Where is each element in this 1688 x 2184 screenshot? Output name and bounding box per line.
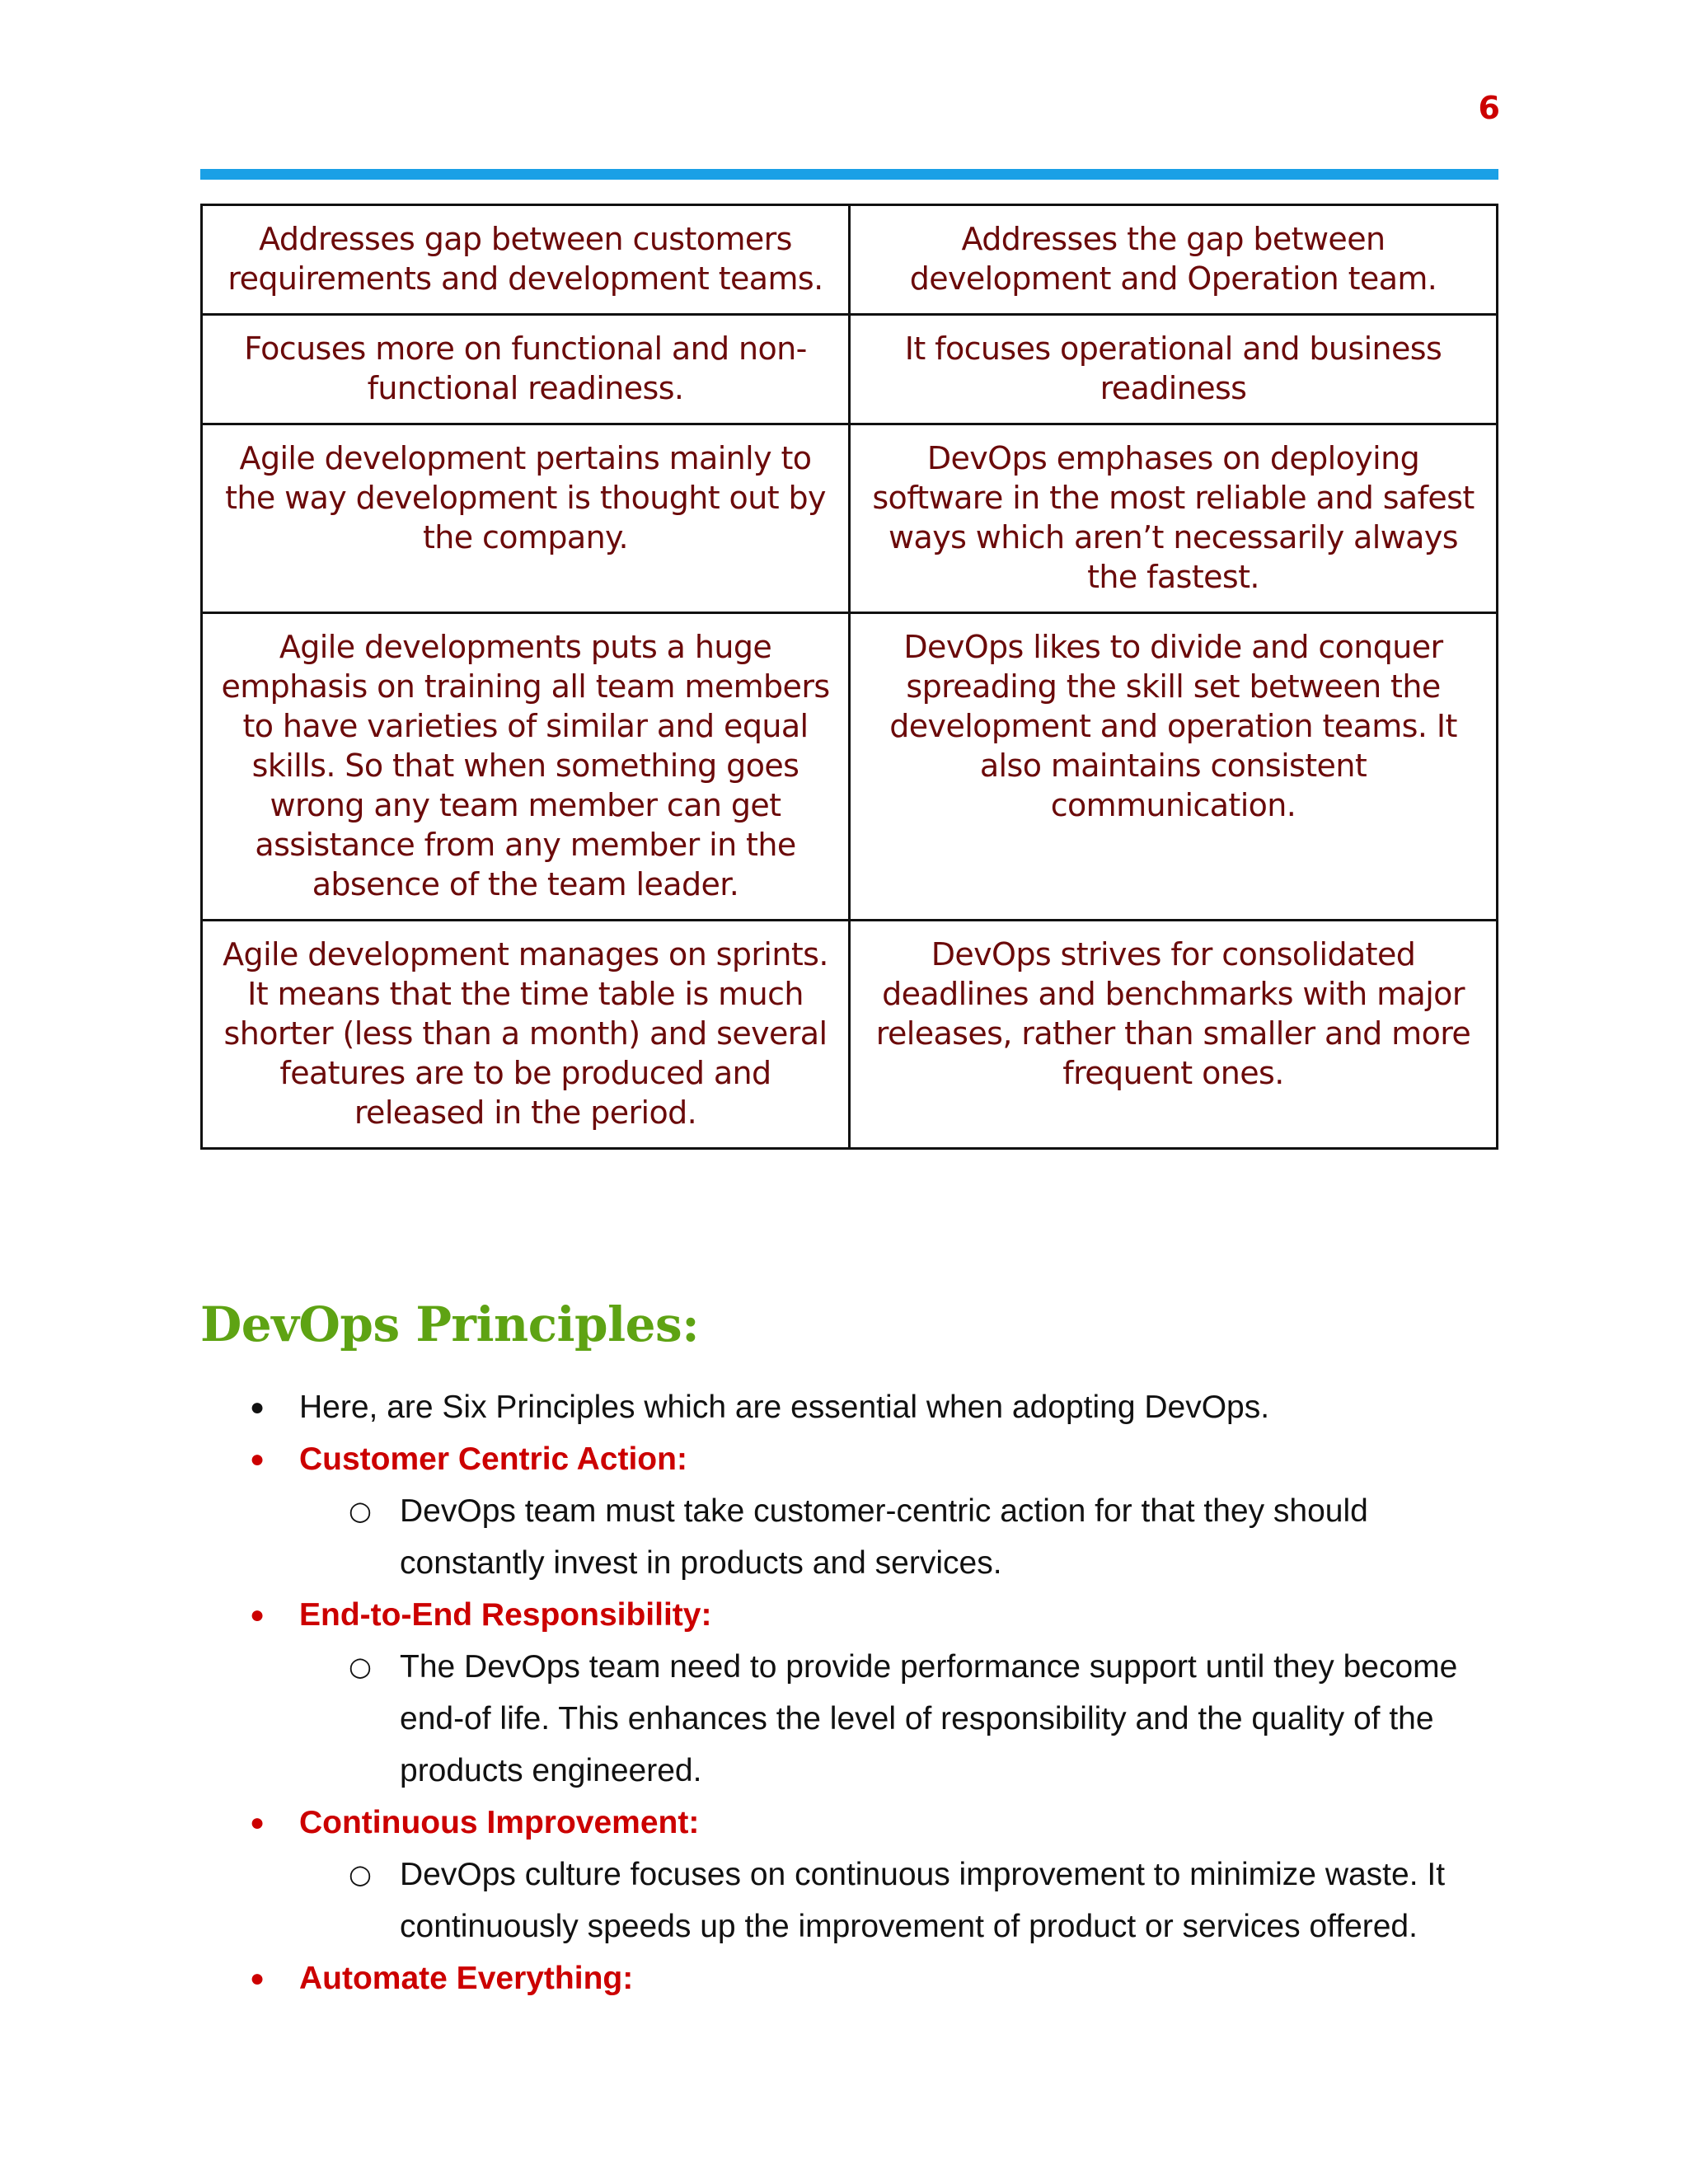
principle-detail-text: DevOps team must take customer-centric action for that they should constantly invest in products and services. (400, 1493, 1368, 1581)
bullet-icon: ● (250, 1446, 265, 1473)
table-row (202, 424, 1498, 613)
table-cell-devops: DevOps strives for consolidated deadlines and benchmarks with major releases, rather than smaller and more frequent ones. (850, 921, 1498, 1149)
circle-bullet-icon: ○ (349, 1495, 372, 1526)
table-row (202, 315, 1498, 424)
table-cell-agile: Agile development pertains mainly to the way development is thought out by the company. (202, 424, 850, 613)
section-title: DevOps Principles: (200, 1296, 700, 1352)
bullet-icon: ● (250, 1965, 265, 1992)
principle-detail (200, 1849, 1503, 1952)
bullet-icon: ● (250, 1601, 265, 1629)
table-cell-agile: Agile developments puts a huge emphasis on training all team members to have varieties of similar and equal skills. So that when something goes wrong any team member can get assistance from any member in the absence of the team leader. (202, 613, 850, 921)
table-row (202, 921, 1498, 1149)
principle-heading (200, 1952, 1503, 2004)
table-cell-agile: Addresses gap between customers requirements and development teams. (202, 205, 850, 315)
list-item-intro (200, 1381, 1503, 1433)
comparison-table (200, 204, 1498, 1150)
principle-heading (200, 1589, 1503, 1641)
table-row (202, 205, 1498, 315)
bullet-icon: ● (250, 1809, 265, 1836)
table-cell-devops: Addresses the gap between development and Operation team. (850, 205, 1498, 315)
principles-list (200, 1381, 1503, 2004)
principle-heading-text: Automate Everything: (299, 1961, 634, 1996)
table-cell-devops: DevOps likes to divide and conquer spreading the skill set between the development and operation teams. It also maintains consistent communication. (850, 613, 1498, 921)
table-cell-agile: Focuses more on functional and non-functional readiness. (202, 315, 850, 424)
principle-heading-text: Continuous Improvement: (299, 1805, 700, 1840)
bullet-icon: ● (250, 1394, 265, 1421)
table-row (202, 613, 1498, 921)
principle-heading (200, 1797, 1503, 1849)
page-number: 6 (1478, 90, 1500, 126)
header-rule (200, 169, 1498, 180)
circle-bullet-icon: ○ (349, 1858, 372, 1890)
table-cell-agile: Agile development manages on sprints. It means that the time table is much shorter (less than a month) and several features are to be produced and released in the period. (202, 921, 850, 1149)
principle-detail-text: DevOps culture focuses on continuous improvement to minimize waste. It continuously speeds up the improvement of product or services offered. (400, 1857, 1446, 1944)
principle-heading (200, 1433, 1503, 1485)
principle-detail (200, 1641, 1503, 1797)
intro-text: Here, are Six Principles which are essential when adopting DevOps. (299, 1390, 1270, 1425)
principle-heading-text: Customer Centric Action: (299, 1441, 687, 1477)
principle-detail-text: The DevOps team need to provide performance support until they become end-of life. This enhances the level of responsibility and the quality of the products engineered. (400, 1649, 1458, 1788)
table-cell-devops: It focuses operational and business readiness (850, 315, 1498, 424)
circle-bullet-icon: ○ (349, 1651, 372, 1682)
table-cell-devops: DevOps emphases on deploying software in the most reliable and safest ways which aren’t necessarily always the fastest. (850, 424, 1498, 613)
principle-detail (200, 1485, 1503, 1589)
principle-heading-text: End-to-End Responsibility: (299, 1597, 712, 1633)
